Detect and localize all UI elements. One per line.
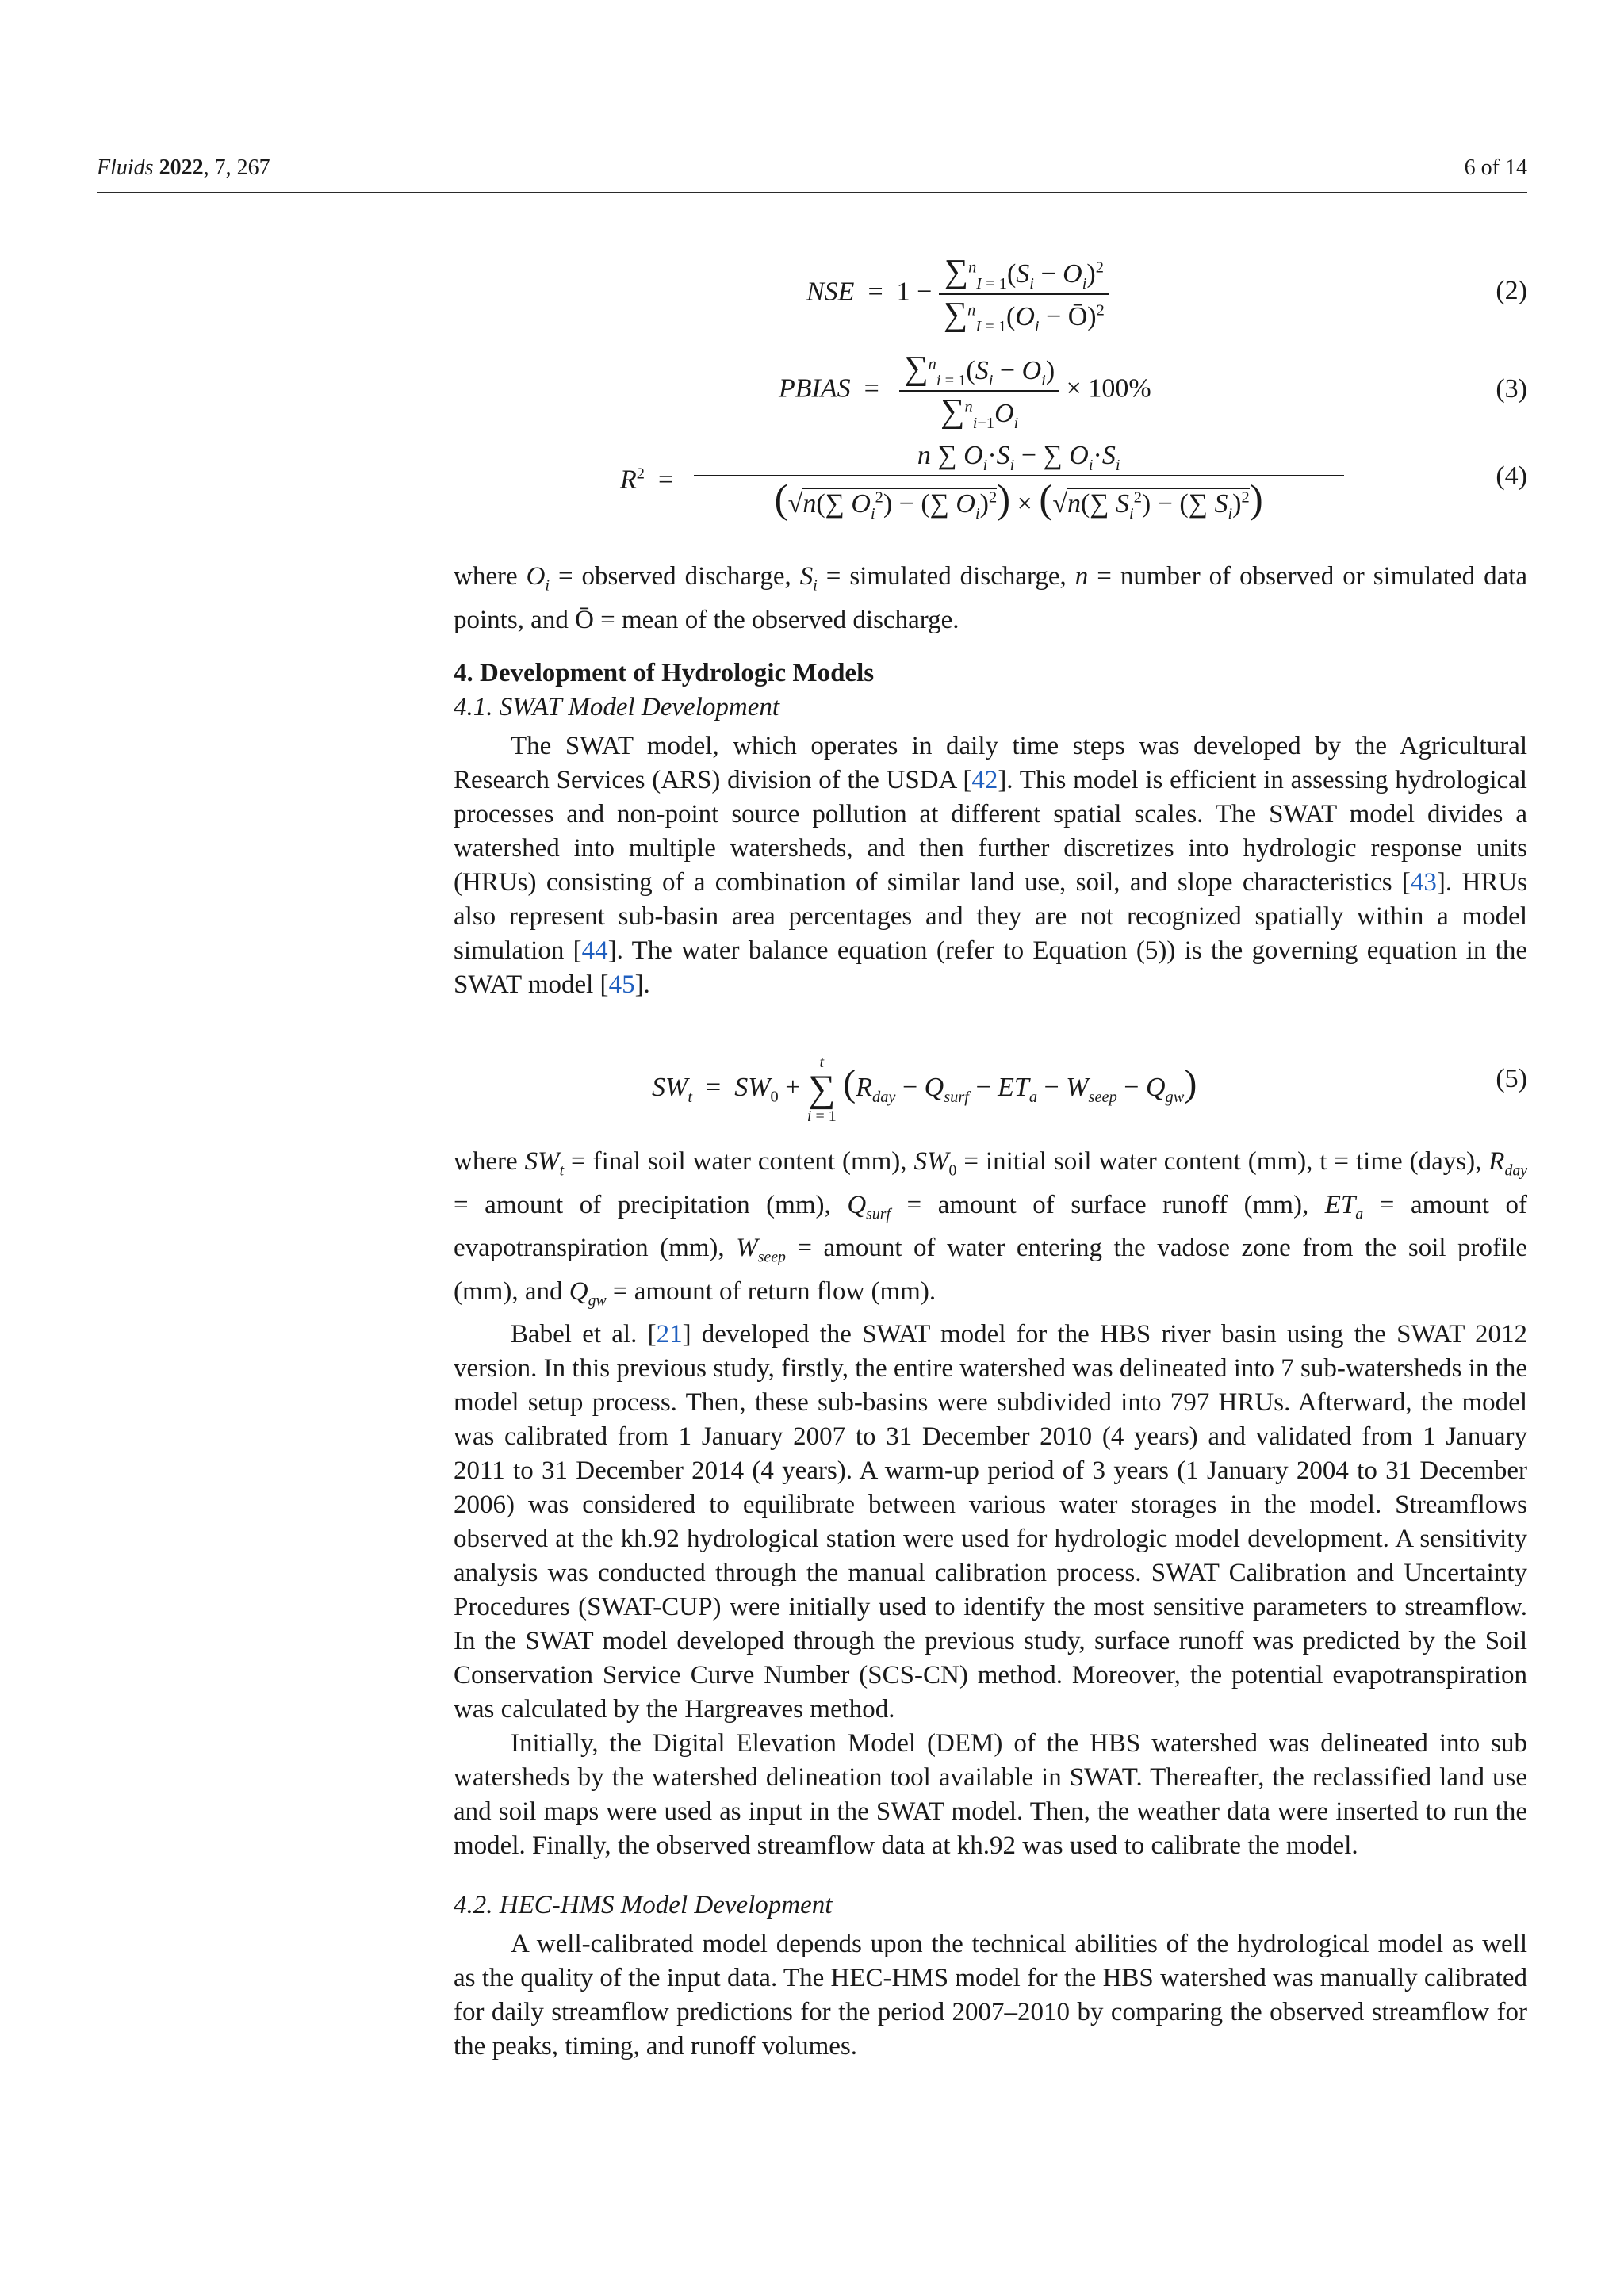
def-n-and-mean: = number of observed or simulated data points, and Ō = mean of the observed discharge. [454,562,1528,634]
def-observed: = observed discharge, [557,562,791,591]
journal-name: Fluids [97,155,154,180]
equation-number-3: (3) [1496,374,1527,404]
paragraph-swat-intro: The SWAT model, which operates in daily time steps was developed by the Agricultural Research Services (ARS) division of the USDA [42]. This model is efficient in assessing hydrological processes and non-point source pollution at different spatial scales. The SWAT model divides a watershed into multiple watersheds, and then further discretizes into hydrologic response units (HRUs) consisting of a combination of similar land use, soil, and slope characteristics [43]. HRUs also represent sub-basin area percentages and they are not recognized spatially within a model simulation [44]. The water balance equation (refer to Equation (5)) is the governing equation in the SWAT model [45]. [454,732,1527,999]
paragraph-dem-delineation: Initially, the Digital Elevation Model (DEM) of the HBS watershed was delineated into sub watersheds by the watershed delineation tool available in SWAT. Thereafter, the reclassified land use and soil maps were used as input in the SWAT model. Then, the weather data were inserted to run the model. Finally, the observed streamflow data at kh.92 was used to calibrate the model. [454,1729,1527,1861]
citation-link-45[interactable]: 45 [608,970,635,999]
citation-link-44[interactable]: 44 [581,936,608,965]
equation-definitions [454,560,1527,637]
equation-nse [454,252,1527,339]
equation-pbias [454,349,1527,432]
equation-pbias-body: PBIAS = $\frac{\sum^n_{i = 1}(S_i - O_i)}{\sum^n_{i-1}O_i}$ × 100% [779,350,1151,432]
paragraph-babel-study: Babel et al. [21] developed the SWAT model for the HBS river basin using the SWAT 2012 version. In this previous study, firstly, the entire watershed was delineated into 7 sub-watersheds in the model setup process. Then, these sub-basins were subdivided into 797 HRUs. Afterward, the model was calibrated from 1 January 2007 to 31 December 2010 (4 years) and validated from 1 January 2011 to 31 December 2014 (4 years). A warm-up period of 3 years (1 January 2004 to 31 December 2006) was considered to equilibrate between various water storages in the model. Streamflows observed at the kh.92 hydrological station were used for hydrologic model development. A sensitivity analysis was conducted through the manual calibration process. SWAT Calibration and Uncertainty Procedures (SWAT-CUP) were initially used to identify the most sensitive parameters to streamflow. In the SWAT model developed through the previous study, surface runoff was predicted by the Soil Conservation Service Curve Number (SCS-CN) method. Moreover, the potential evapotranspiration was calculated by the Hargreaves method. [454,1320,1527,1724]
citation-link-42[interactable]: 42 [971,766,998,794]
definitions-paragraph: where $O_i$ = observed discharge, $S_i$ = simulated discharge, n = number of observed or simulated data points, and Ō = mean of the observed discharge. [454,562,1528,634]
paragraph-hec-hms: A well-calibrated model depends upon the technical abilities of the hydrological model as well as the quality of the input data. The HEC-HMS model for the HBS watershed was manually calibrated for daily streamflow predictions for the period 2007–2010 by comparing the observed streamflow for the peaks, timing, and runoff volumes. [454,1930,1527,2061]
page-header [97,147,1527,193]
equation-r2-body: $R^2$ = $\frac{n \sum O_i\cdot S_i - \sum O_i\cdot S_i}{(√n(\sum O_i^2) - (\sum O_i)^2) \times (√n(\sum S_i^2) - (\sum S_i)^2)}$ [620,441,1344,523]
section-4-continued [454,1145,1527,2064]
def-simulated: = simulated discharge, [825,562,1067,591]
paragraph-water-balance-definitions: where $SW_t$ = final soil water content (mm), $SW_0$ = initial soil water content (mm), t = time (days), $R_{day}$ = amount of precipitation (mm), $Q_{surf}$ = amount of surface runoff (mm), $ET_a$ = amount of evapotranspiration (mm), $W_{seep}$ = amount of water entering the vadose zone from the soil profile (mm), and $Q_{gw}$ = amount of return flow (mm). [454,1147,1528,1310]
page-number: 6 of 14 [1464,155,1527,180]
equation-r2 [97,441,1527,544]
section-4 [454,656,1527,1002]
equation-number-2: (2) [1496,276,1527,305]
subsection-heading-hec-hms: 4.2. HEC-HMS Model Development [454,1891,833,1920]
section-heading: 4. Development of Hydrologic Models [454,659,875,687]
journal-volume-article: , 7, 267 [203,155,270,180]
equation-water-balance-body: $SW_t = SW_0$ + t ∑ i = 1 $(R_{day} - Q_{surf} - ET_a - W_{seep} - Q_{gw})$ [652,1054,1197,1125]
subsection-heading-swat: 4.1. SWAT Model Development [454,693,780,721]
citation-link-21[interactable]: 21 [656,1320,683,1349]
equation-nse-body: NSE = 1 − $\frac{\sum^n_{I = 1}(S_i - O_i)^2}{\sum^n_{I = 1}(O_i - Ō)^2}$ [806,252,1109,336]
journal-citation [97,155,270,181]
citation-link-43[interactable]: 43 [1410,868,1437,897]
equation-number-4: (4) [1496,461,1527,491]
journal-year: 2022 [159,155,204,180]
equation-number-5: (5) [1496,1064,1527,1093]
equation-water-balance [454,1039,1527,1126]
